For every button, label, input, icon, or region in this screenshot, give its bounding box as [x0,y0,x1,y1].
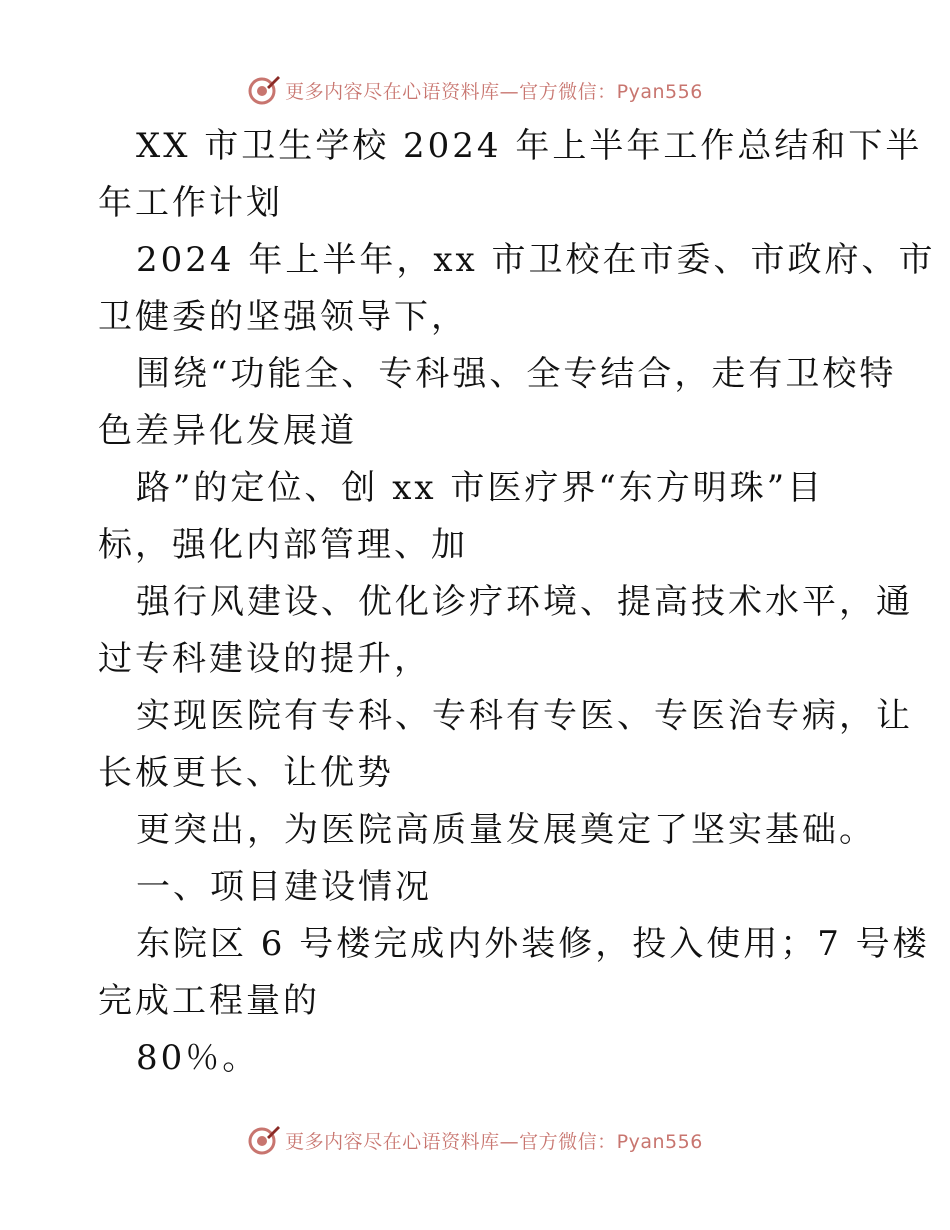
text-line: 更突出，为医院高质量发展奠定了坚实基础。 [136,810,876,850]
text-line: 标，强化内部管理、加 [98,525,468,565]
header-watermark [0,70,950,110]
text-line: 过专科建设的提升， [98,639,431,679]
pen-seal-logo-icon [247,73,281,107]
document-body [98,118,936,1087]
body-paragraph [98,1030,858,1087]
watermark-text: 更多内容尽在心语资料库—官方微信：Pyan556 [285,80,703,103]
text-line: XX 市卫生学校 2024 年上半年工作总结和下半 [136,126,923,166]
text-line: 完成工程量的 [98,981,320,1021]
footer-watermark [0,1120,950,1160]
text-line: 年工作计划 [98,183,283,223]
body-paragraph [98,574,913,688]
body-paragraph [98,460,858,574]
watermark-text: 更多内容尽在心语资料库—官方微信：Pyan556 [285,1130,703,1153]
body-paragraph [98,916,930,1030]
text-line: 一、项目建设情况 [136,867,432,907]
body-paragraph [98,232,936,346]
text-line: 围绕“功能全、专科强、全专结合，走有卫校特 [136,354,897,394]
text-line: 东院区 6 号楼完成内外装修，投入使用；7 号楼 [136,924,930,964]
body-paragraph [98,346,897,460]
text-line: 80％。 [136,1038,260,1078]
text-line: 2024 年上半年，xx 市卫校在市委、市政府、市 [136,240,936,280]
doc-title [98,118,923,232]
text-line: 强行风建设、优化诊疗环境、提高技术水平，通 [136,582,913,622]
text-line: 色差异化发展道 [98,411,357,451]
text-line: 长板更长、让优势 [98,753,394,793]
pen-seal-logo-icon [247,1123,281,1157]
body-paragraph [98,688,913,802]
body-paragraph [98,802,876,859]
section-heading [98,859,858,916]
text-line: 卫健委的坚强领导下， [98,297,468,337]
text-line: 实现医院有专科、专科有专医、专医治专病，让 [136,696,913,736]
text-line: 路”的定位、创 xx 市医疗界“东方明珠”目 [136,468,825,508]
